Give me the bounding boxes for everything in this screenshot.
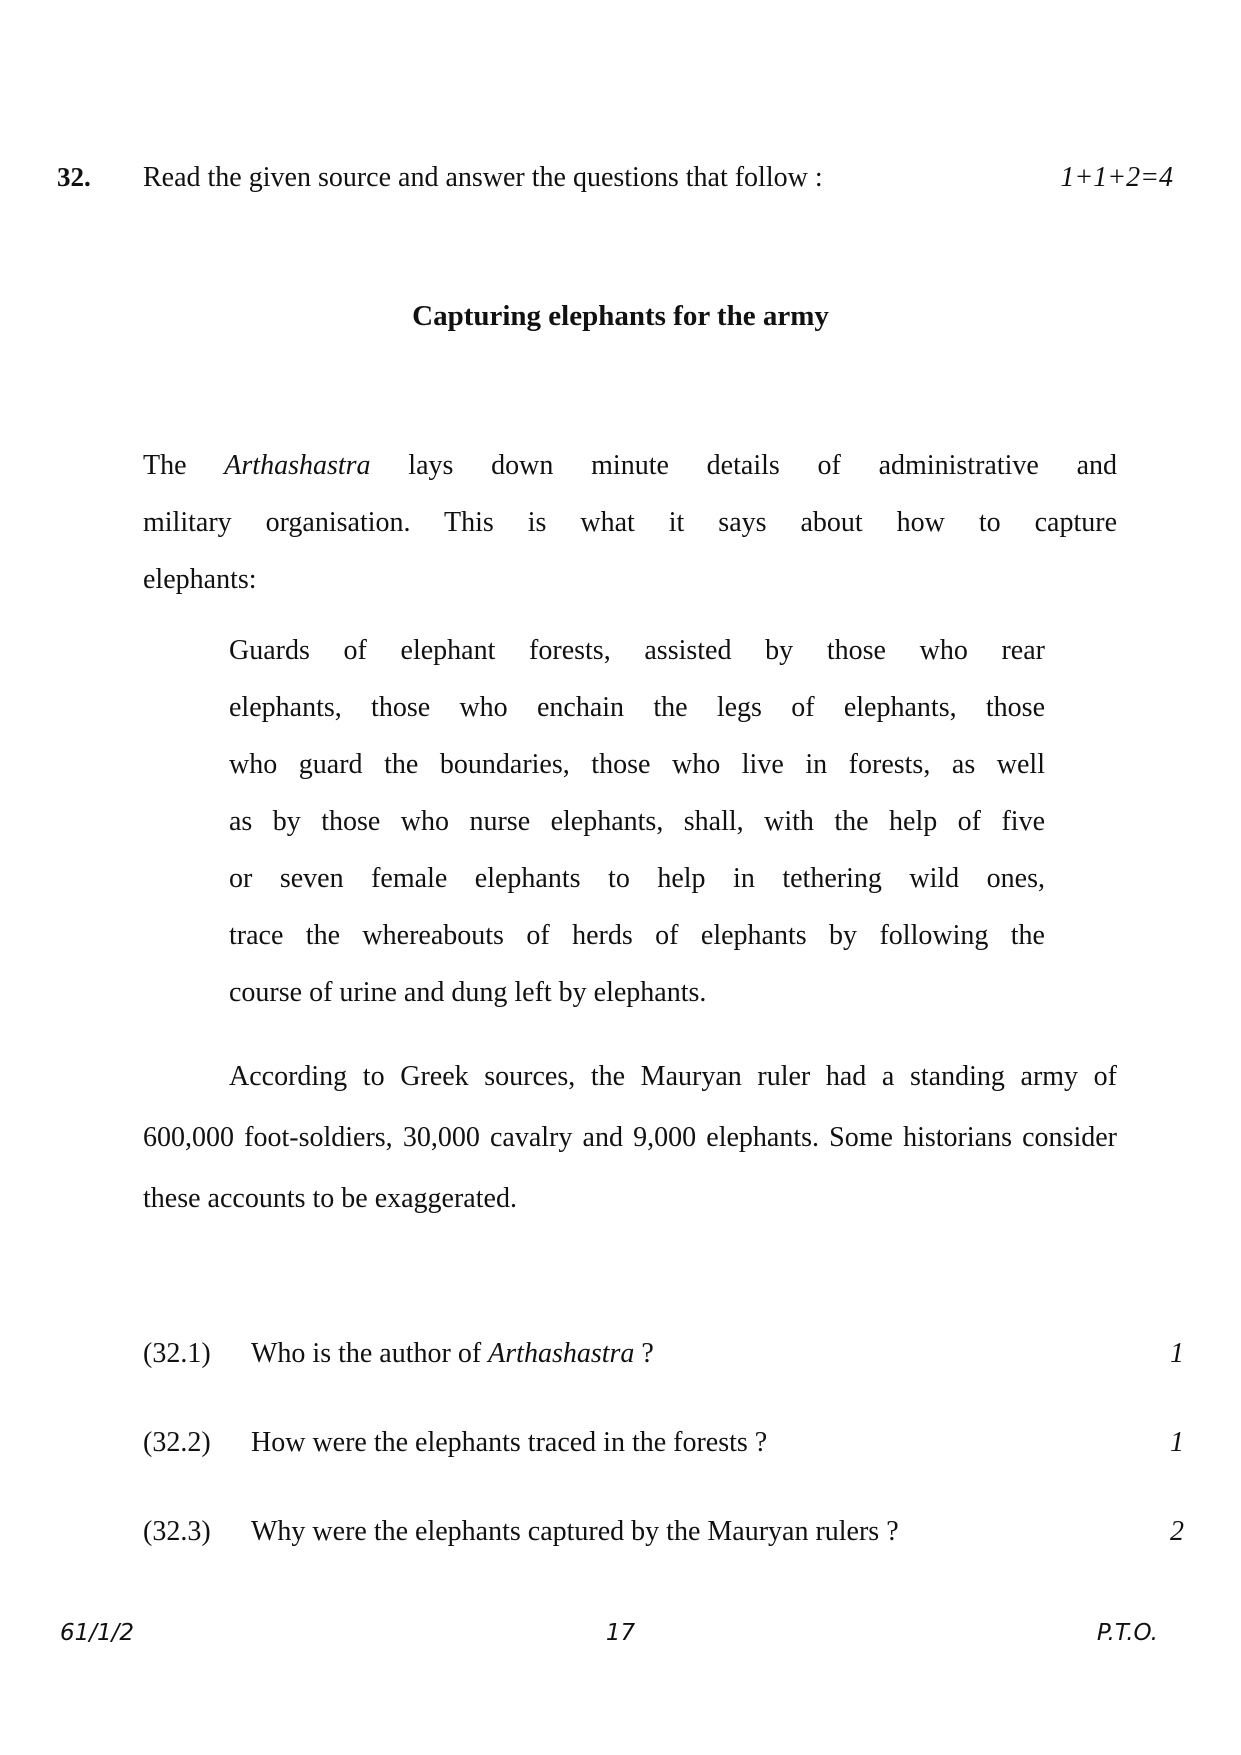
- sub-question-32-3: [143, 1516, 1184, 1556]
- intro-line-3: elephants:: [143, 564, 257, 595]
- sub-question-32-2: [143, 1427, 1184, 1467]
- paper-code: 61/1/2: [60, 1620, 135, 1646]
- closing-line: army of 600,000 foot-soldiers, 30,000 cavalry and 9,000 elephants. Some: [143, 1061, 1118, 1153]
- sub-question-marks: 1: [1170, 1338, 1184, 1369]
- page-number: 17: [605, 1620, 636, 1646]
- quote-line: course of urine and dung left by elephants.: [229, 977, 707, 1008]
- sub-question-text: Why were the elephants captured by the Mauryan rulers ?: [251, 1516, 899, 1547]
- book-title: Arthashastra: [224, 450, 371, 481]
- quote-line: as by those who nurse elephants, shall, with the help of five: [229, 806, 1045, 837]
- pto-label: P.T.O.: [1096, 1620, 1158, 1646]
- source-title: Capturing elephants for the army: [412, 300, 829, 332]
- sub-question-text: Who is the author of Arthashastra ?: [251, 1338, 654, 1369]
- quote-line: trace the whereabouts of herds of elephants by following the: [229, 920, 1045, 951]
- sub-question-marks: 1: [1170, 1427, 1184, 1458]
- closing-line: historians consider these accounts to be exaggerated.: [143, 1122, 1117, 1214]
- intro-line-2: military organisation. This is what it says about how to capture: [143, 507, 1117, 538]
- closing-paragraph: [143, 1046, 1117, 1229]
- question-instruction: Read the given source and answer the questions that follow :: [143, 162, 823, 193]
- intro-paragraph: [143, 437, 1117, 608]
- question-number: 32.: [57, 162, 91, 192]
- question-marks: 1+1+2=4: [1060, 162, 1173, 193]
- sub-question-text: How were the elephants traced in the forests ?: [251, 1427, 768, 1458]
- quote-line: or seven female elephants to help in tethering wild ones,: [229, 863, 1045, 894]
- closing-line: According to Greek sources, the Mauryan ruler had a standing: [229, 1061, 1005, 1092]
- sub-question-number: (32.2): [143, 1427, 211, 1458]
- intro-line-1: The Arthashastra lays down minute details of administrative and: [143, 450, 1117, 481]
- sub-question-32-1: [143, 1338, 1184, 1378]
- quote-line: elephants, those who enchain the legs of elephants, those: [229, 692, 1045, 723]
- sub-question-number: (32.3): [143, 1516, 211, 1547]
- quote-line: Guards of elephant forests, assisted by those who rear: [229, 635, 1045, 666]
- sub-question-marks: 2: [1170, 1516, 1184, 1547]
- quote-block: [229, 622, 1045, 1021]
- sub-question-number: (32.1): [143, 1338, 211, 1369]
- quote-line: who guard the boundaries, those who live in forests, as well: [229, 749, 1045, 780]
